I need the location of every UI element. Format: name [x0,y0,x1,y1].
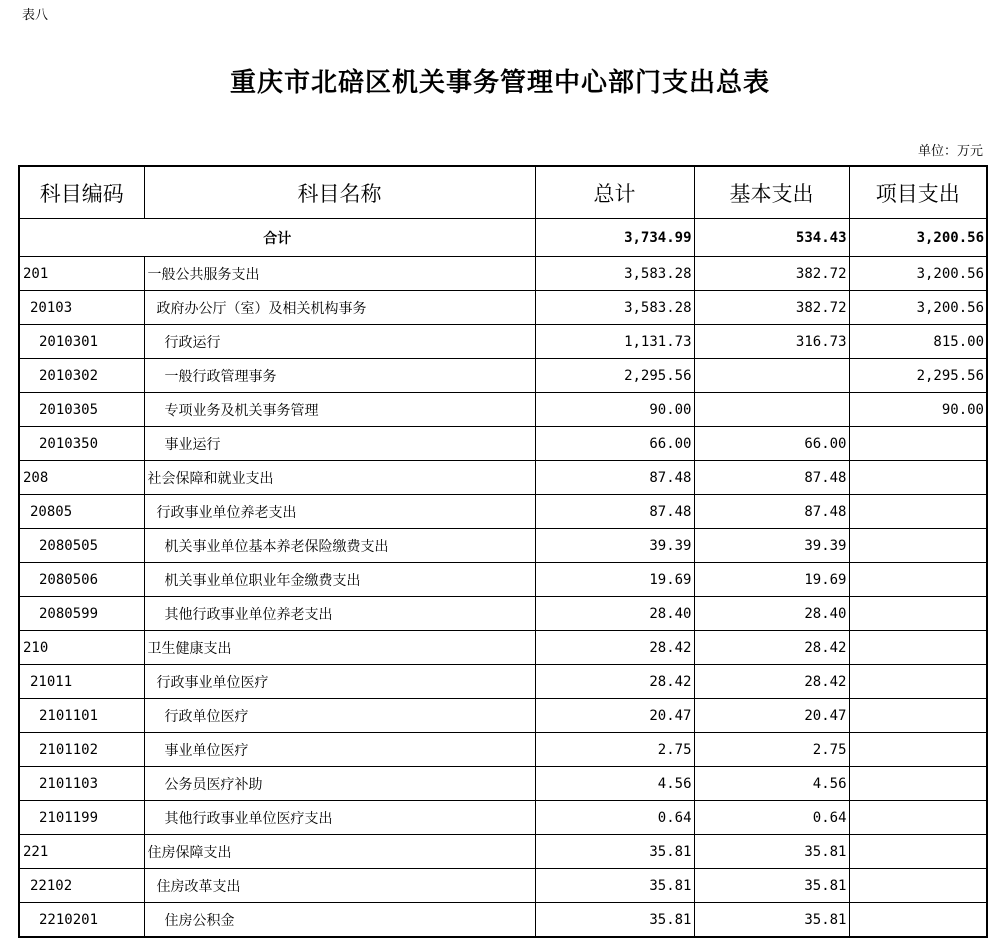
row-name: 行政事业单位养老支出 [144,495,535,529]
row-basic: 35.81 [694,903,849,938]
row-code: 2210201 [19,903,144,938]
row-code: 20805 [19,495,144,529]
row-code: 20103 [19,291,144,325]
row-total: 3,583.28 [535,291,694,325]
row-project [849,699,987,733]
row-total: 2,295.56 [535,359,694,393]
row-project [849,767,987,801]
row-project [849,835,987,869]
row-basic: 382.72 [694,291,849,325]
row-project: 2,295.56 [849,359,987,393]
row-basic: 35.81 [694,869,849,903]
row-basic [694,359,849,393]
table-row [19,529,987,563]
row-total: 87.48 [535,461,694,495]
row-project: 90.00 [849,393,987,427]
row-name: 行政运行 [144,325,535,359]
row-total: 2.75 [535,733,694,767]
row-total: 66.00 [535,427,694,461]
table-row [19,393,987,427]
row-basic: 382.72 [694,257,849,291]
row-total: 28.42 [535,631,694,665]
header-row [19,166,987,219]
table-row [19,597,987,631]
row-total: 0.64 [535,801,694,835]
summary-row [19,219,987,257]
row-basic: 19.69 [694,563,849,597]
row-project [849,665,987,699]
table-row [19,733,987,767]
row-basic: 316.73 [694,325,849,359]
table-row [19,665,987,699]
row-basic: 4.56 [694,767,849,801]
row-total: 90.00 [535,393,694,427]
table-row [19,291,987,325]
row-name: 住房改革支出 [144,869,535,903]
row-project [849,801,987,835]
row-code: 221 [19,835,144,869]
row-project [849,597,987,631]
header-total: 总计 [535,166,694,219]
row-name: 政府办公厅（室）及相关机构事务 [144,291,535,325]
table-row [19,801,987,835]
row-code: 2010305 [19,393,144,427]
table-row [19,359,987,393]
row-basic: 0.64 [694,801,849,835]
row-name: 机关事业单位职业年金缴费支出 [144,563,535,597]
table-row [19,767,987,801]
row-project [849,427,987,461]
row-project [849,869,987,903]
table-row [19,699,987,733]
row-basic [694,393,849,427]
row-name: 事业运行 [144,427,535,461]
row-name: 其他行政事业单位医疗支出 [144,801,535,835]
expenditure-table [18,165,988,938]
row-name: 住房保障支出 [144,835,535,869]
row-code: 2080506 [19,563,144,597]
row-name: 行政事业单位医疗 [144,665,535,699]
row-total: 19.69 [535,563,694,597]
table-row [19,631,987,665]
row-total: 87.48 [535,495,694,529]
row-basic: 66.00 [694,427,849,461]
row-total: 28.42 [535,665,694,699]
table-row [19,257,987,291]
row-name: 社会保障和就业支出 [144,461,535,495]
row-name: 事业单位医疗 [144,733,535,767]
row-project: 815.00 [849,325,987,359]
header-project: 项目支出 [849,166,987,219]
row-total: 20.47 [535,699,694,733]
row-code: 2010350 [19,427,144,461]
row-total: 39.39 [535,529,694,563]
row-code: 201 [19,257,144,291]
row-project [849,631,987,665]
row-code: 2101102 [19,733,144,767]
row-basic: 87.48 [694,461,849,495]
row-total: 35.81 [535,903,694,938]
header-name: 科目名称 [144,166,535,219]
row-project [849,903,987,938]
table-number-label: 表八 [22,8,49,23]
row-project: 3,200.56 [849,257,987,291]
header-code: 科目编码 [19,166,144,219]
row-code: 21011 [19,665,144,699]
row-code: 22102 [19,869,144,903]
row-code: 2080505 [19,529,144,563]
row-code: 2101101 [19,699,144,733]
table-row [19,903,987,938]
row-basic: 28.42 [694,665,849,699]
row-code: 2101199 [19,801,144,835]
row-project [849,461,987,495]
table-row [19,427,987,461]
row-name: 其他行政事业单位养老支出 [144,597,535,631]
row-project [849,733,987,767]
table-row [19,461,987,495]
row-total: 28.40 [535,597,694,631]
row-name: 一般行政管理事务 [144,359,535,393]
row-total: 35.81 [535,869,694,903]
page-title: 重庆市北碚区机关事务管理中心部门支出总表 [229,68,770,98]
row-name: 专项业务及机关事务管理 [144,393,535,427]
table-row [19,563,987,597]
row-name: 卫生健康支出 [144,631,535,665]
row-total: 35.81 [535,835,694,869]
row-basic: 28.42 [694,631,849,665]
row-name: 行政单位医疗 [144,699,535,733]
unit-label: 单位：万元 [917,144,983,159]
row-total: 1,131.73 [535,325,694,359]
row-code: 2080599 [19,597,144,631]
row-name: 机关事业单位基本养老保险缴费支出 [144,529,535,563]
summary-project: 3,200.56 [849,219,987,257]
row-basic: 2.75 [694,733,849,767]
row-project: 3,200.56 [849,291,987,325]
summary-basic: 534.43 [694,219,849,257]
row-code: 2101103 [19,767,144,801]
table-row [19,869,987,903]
row-name: 一般公共服务支出 [144,257,535,291]
table-row [19,495,987,529]
header-basic: 基本支出 [694,166,849,219]
row-project [849,495,987,529]
row-total: 4.56 [535,767,694,801]
row-code: 208 [19,461,144,495]
row-code: 2010301 [19,325,144,359]
summary-total: 3,734.99 [535,219,694,257]
row-name: 住房公积金 [144,903,535,938]
row-basic: 39.39 [694,529,849,563]
row-code: 2010302 [19,359,144,393]
row-total: 3,583.28 [535,257,694,291]
row-basic: 87.48 [694,495,849,529]
row-name: 公务员医疗补助 [144,767,535,801]
table-row [19,325,987,359]
row-basic: 20.47 [694,699,849,733]
table-row [19,835,987,869]
row-basic: 28.40 [694,597,849,631]
row-project [849,563,987,597]
summary-label: 合计 [19,219,535,257]
row-project [849,529,987,563]
row-code: 210 [19,631,144,665]
row-basic: 35.81 [694,835,849,869]
